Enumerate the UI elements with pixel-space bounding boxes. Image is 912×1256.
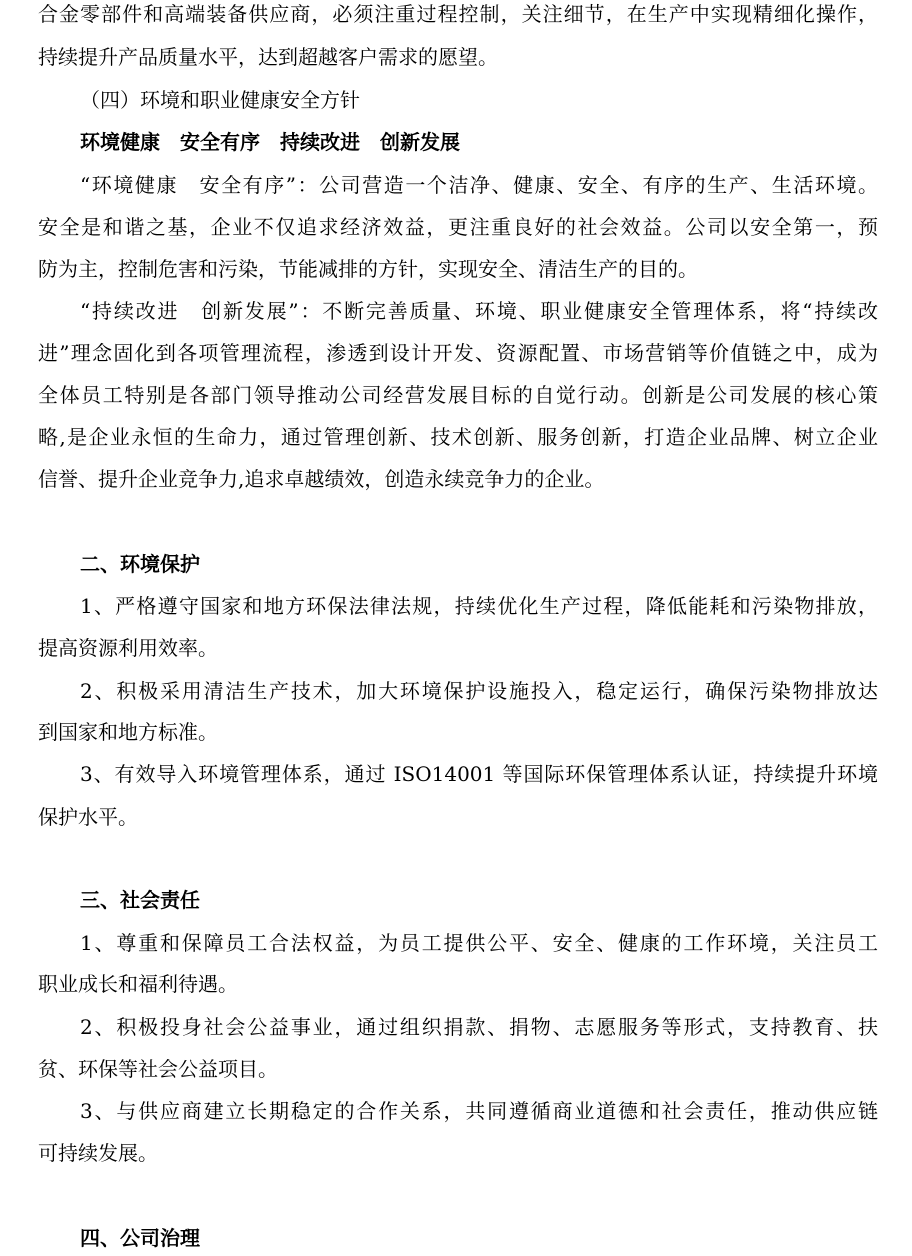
paragraph-line: 3、有效导入环境管理体系，通过 ISO14001 等国际环保管理体系认证，持续提升环境	[80, 762, 878, 786]
paragraph-line: 合金零部件和高端装备供应商，必须注重过程控制，关注细节，在生产中实现精细化操作，	[38, 2, 878, 26]
paragraph-line: 贫、环保等社会公益项目。	[38, 1057, 278, 1081]
paragraph-line: 到国家和地方标准。	[38, 720, 218, 744]
paragraph-line: 1、尊重和保障员工合法权益，为员工提供公平、安全、健康的工作环境，关注员工	[80, 931, 878, 955]
paragraph-line: 保护水平。	[38, 805, 138, 829]
paragraph-line: 1、严格遵守国家和地方环保法律法规，持续优化生产过程，降低能耗和污染物排放，	[80, 594, 878, 618]
section-heading: 四、公司治理	[80, 1226, 200, 1250]
paragraph-line: 3、与供应商建立长期稳定的合作关系，共同遵循商业道德和社会责任，推动供应链	[80, 1099, 878, 1123]
paragraph-line: “环境健康 安全有序”：公司营造一个洁净、健康、安全、有序的生产、生活环境。	[80, 173, 878, 197]
paragraph-line: 全体员工特别是各部门领导推动公司经营发展目标的自觉行动。创新是公司发展的核心策	[38, 383, 878, 407]
paragraph-line: 2、积极投身社会公益事业，通过组织捐款、捐物、志愿服务等形式，支持教育、扶	[80, 1015, 878, 1039]
paragraph-line: 职业成长和福利待遇。	[38, 972, 238, 996]
section-heading: 二、环境保护	[80, 552, 200, 576]
subsection-heading: （四）环境和职业健康安全方针	[80, 88, 360, 112]
paragraph-line: 进”理念固化到各项管理流程，渗透到设计开发、资源配置、市场营销等价值链之中，成为	[38, 341, 878, 365]
paragraph-line: 略,是企业永恒的生命力，通过管理创新、技术创新、服务创新，打造企业品牌、树立企业	[38, 425, 878, 449]
paragraph-line: 可持续发展。	[38, 1141, 158, 1165]
paragraph-line: 2、积极采用清洁生产技术，加大环境保护设施投入，稳定运行，确保污染物排放达	[80, 679, 878, 703]
paragraph-line: 提高资源利用效率。	[38, 636, 218, 660]
policy-slogan: 环境健康 安全有序 持续改进 创新发展	[80, 130, 460, 154]
paragraph-line: 持续提升产品质量水平，达到超越客户需求的愿望。	[38, 45, 498, 69]
paragraph-line: “持续改进 创新发展”：不断完善质量、环境、职业健康安全管理体系，将“持续改	[80, 299, 878, 323]
section-heading: 三、社会责任	[80, 888, 200, 912]
paragraph-line: 安全是和谐之基，企业不仅追求经济效益，更注重良好的社会效益。公司以安全第一，预	[38, 215, 878, 239]
paragraph-line: 防为主，控制危害和污染，节能减排的方针，实现安全、清洁生产的目的。	[38, 257, 698, 281]
paragraph-line: 信誉、提升企业竞争力,追求卓越绩效，创造永续竞争力的企业。	[38, 467, 605, 491]
